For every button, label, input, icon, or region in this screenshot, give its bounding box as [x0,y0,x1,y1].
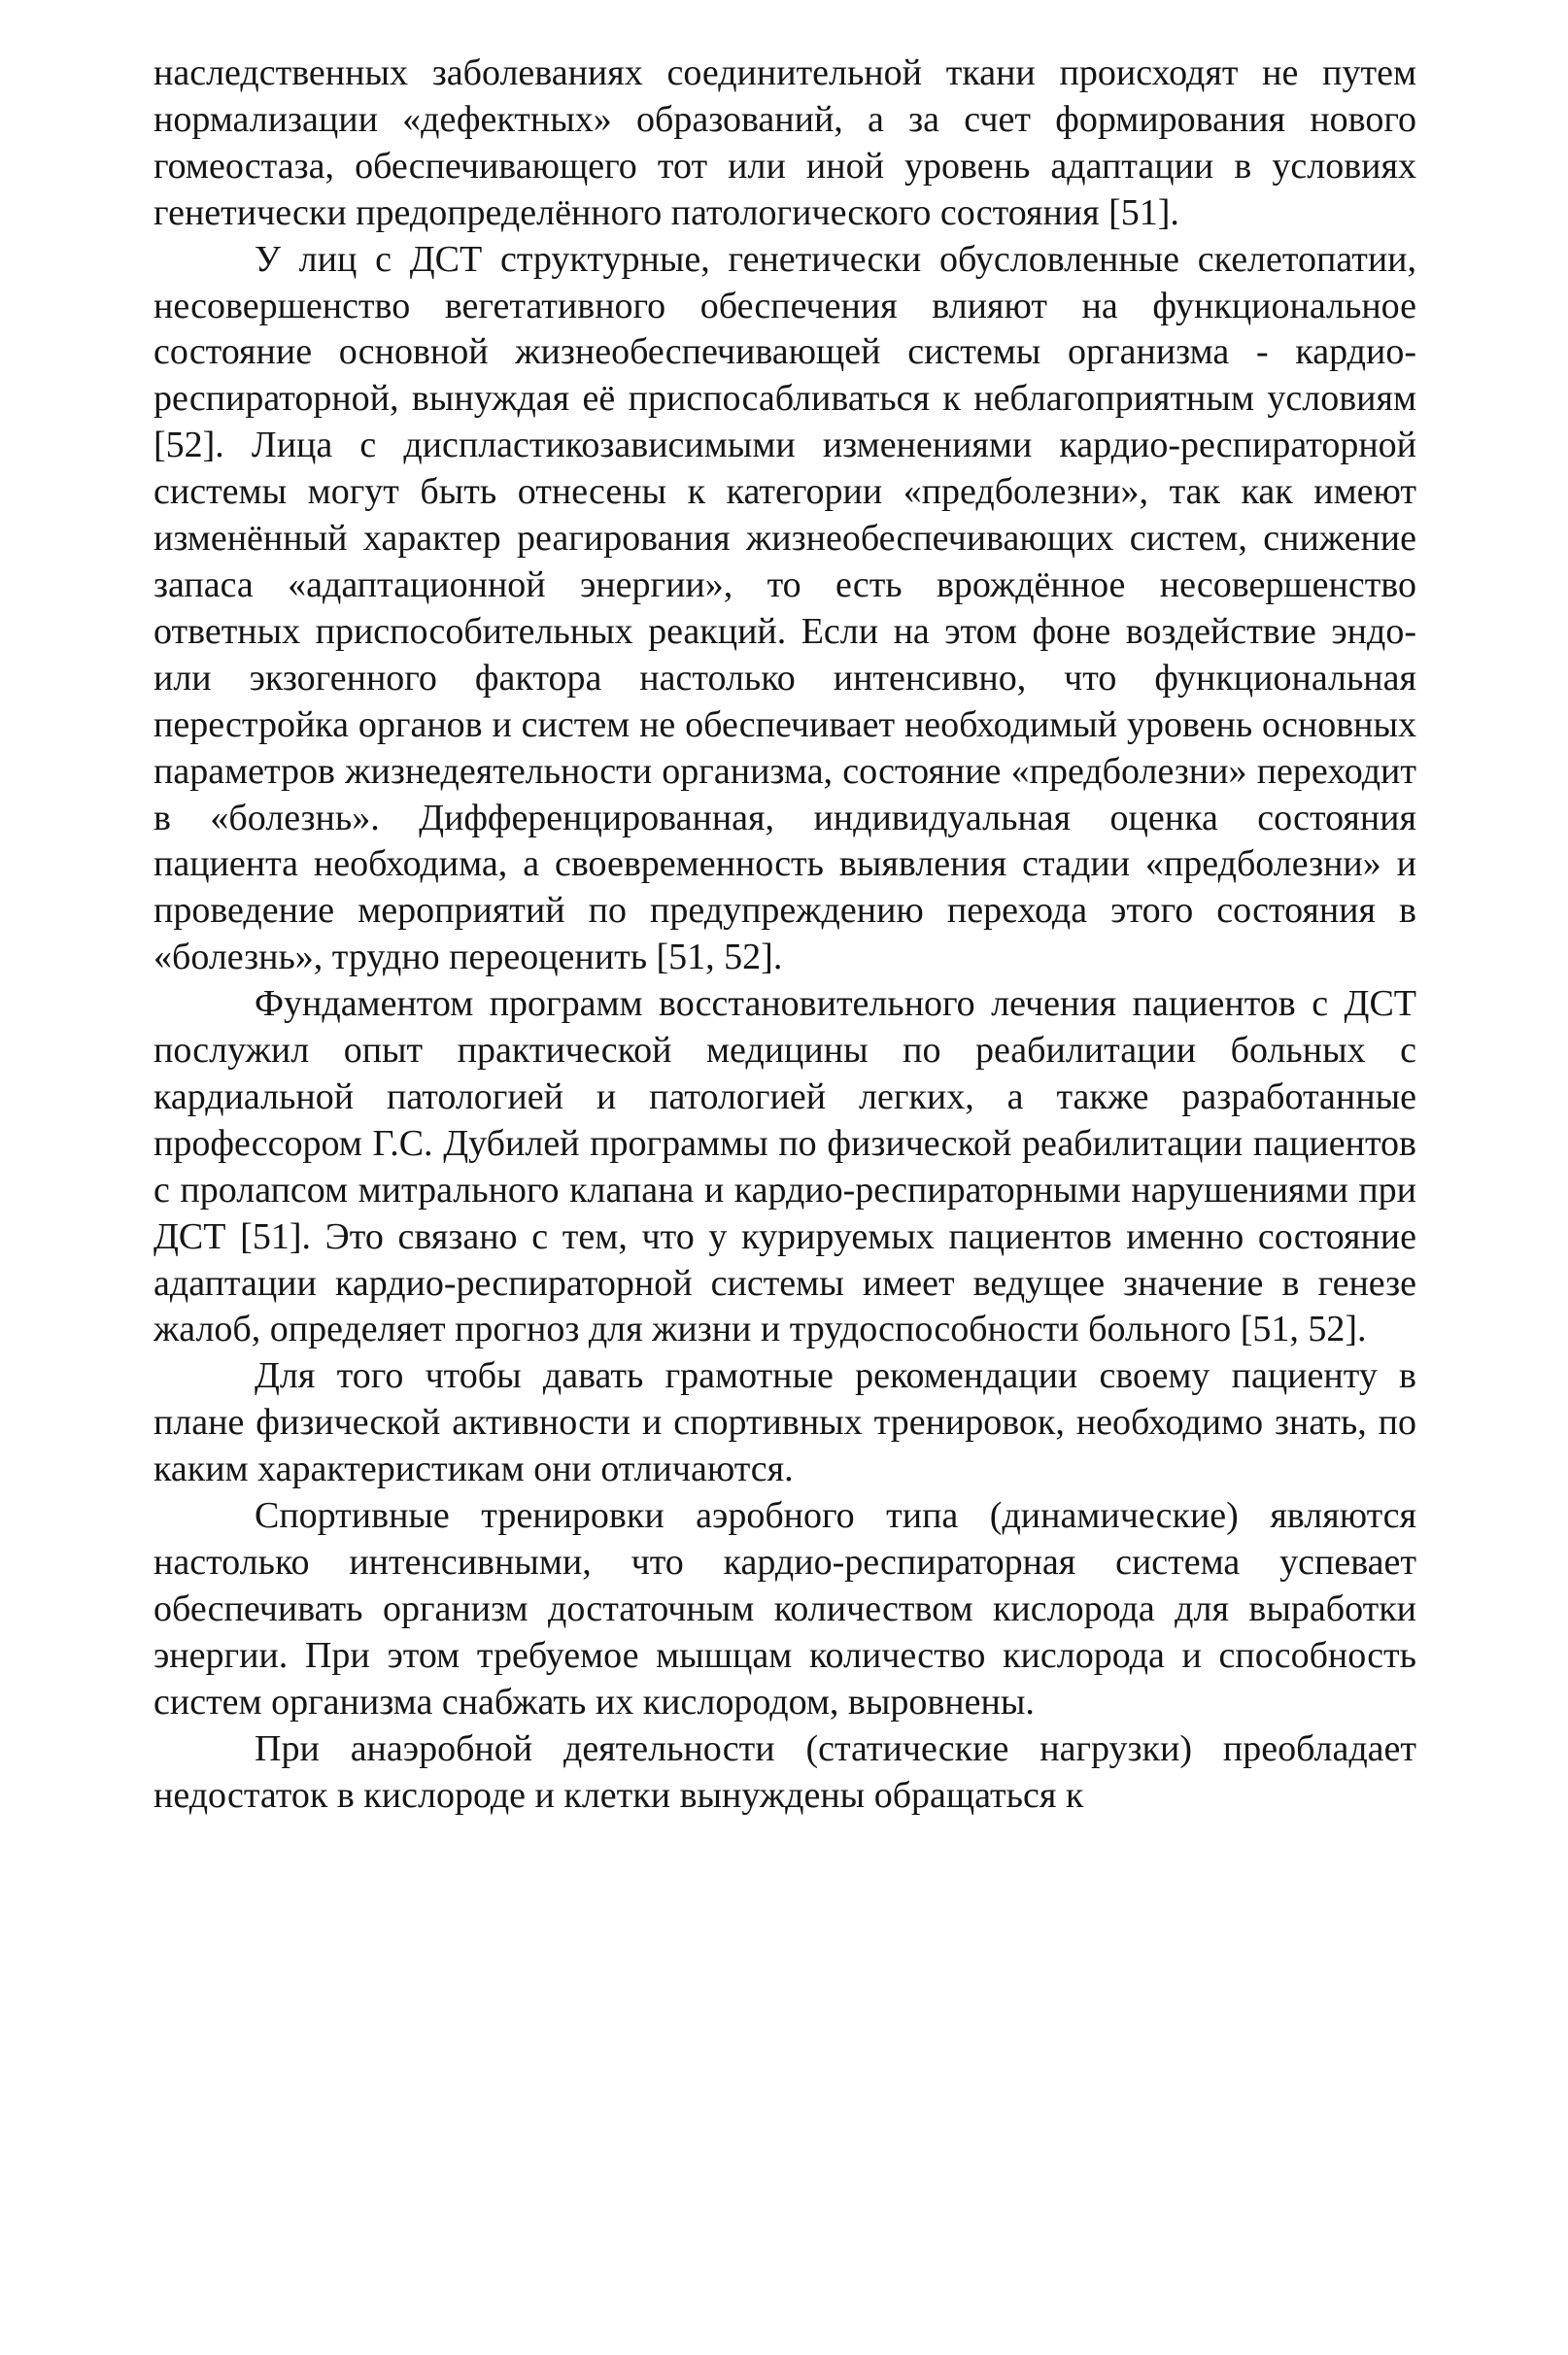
paragraph-3: Фундаментом программ восстановительного лечения пациентов с ДСТ послужил опыт практической медицины по реабилитации больных с кардиальной патологией и патологией легких, а также разработанные профессором Г.С. Дубилей программы по физической реабилитации пациентов с пролапсом митрального клапана и кардио-респираторными нарушениями при ДСТ [51]. Это связано с тем, что у курируемых пациентов именно состояние адаптации кардио-респираторной системы имеет ведущее значение в генезе жалоб, определяет прогноз для жизни и трудоспособности больного [51, 52]. [153,983,1416,1350]
paragraph-6: При анаэробной деятельности (статические нагрузки) преобладает недостаток в кислороде и клетки вынуждены обращаться к [153,1727,1416,1816]
paragraph-5: Спортивные тренировки аэробного типа (динамические) являются настолько интенсивными, что кардио-респираторная система успевает обеспечивать организм достаточным количеством кислорода для выработки энергии. При этом требуемое мышцам количество кислорода и способность систем организма снабжать их кислородом, выровнены. [153,1495,1416,1723]
document-page [153,51,1416,1819]
paragraph-4: Для того чтобы давать грамотные рекомендации своему пациенту в плане физической активности и спортивных тренировок, необходимо знать, по каким характеристикам они отличаются. [153,1355,1416,1490]
paragraph-1: наследственных заболеваниях соединительной ткани происходят не путем нормализации «дефектных» образований, а за счет формирования нового гомеостаза, обеспечивающего тот или иной уровень адаптации в условиях генетически предопределённого патологического состояния [51]. [153,52,1416,233]
paragraph-2: У лиц с ДСТ структурные, генетически обусловленные скелетопатии, несовершенство вегетативного обеспечения влияют на функциональное состояние основной жизнеобеспечивающей системы организма - кардио-респираторной, вынуждая её приспосабливаться к неблагоприятным условиям [52]. Лица с диспластикозависимыми изменениями кардио-респираторной системы могут быть отнесены к категории «предболезни», так как имеют изменённый характер реагирования жизнеобеспечивающих систем, снижение запаса «адаптационной энергии», то есть врождённое несовершенство ответных приспособительных реакций. Если на этом фоне воздействие эндо- или экзогенного фактора настолько интенсивно, что функциональная перестройка органов и систем не обеспечивает необходимый уровень основных параметров жизнедеятельности организма, состояние «предболезни» переходит в «болезнь». Дифференцированная, индивидуальная оценка состояния пациента необходима, а своевременность выявления стадии «предболезни» и проведение мероприятий по предупреждению перехода этого состояния в «болезнь», трудно переоценить [51, 52]. [153,238,1416,978]
